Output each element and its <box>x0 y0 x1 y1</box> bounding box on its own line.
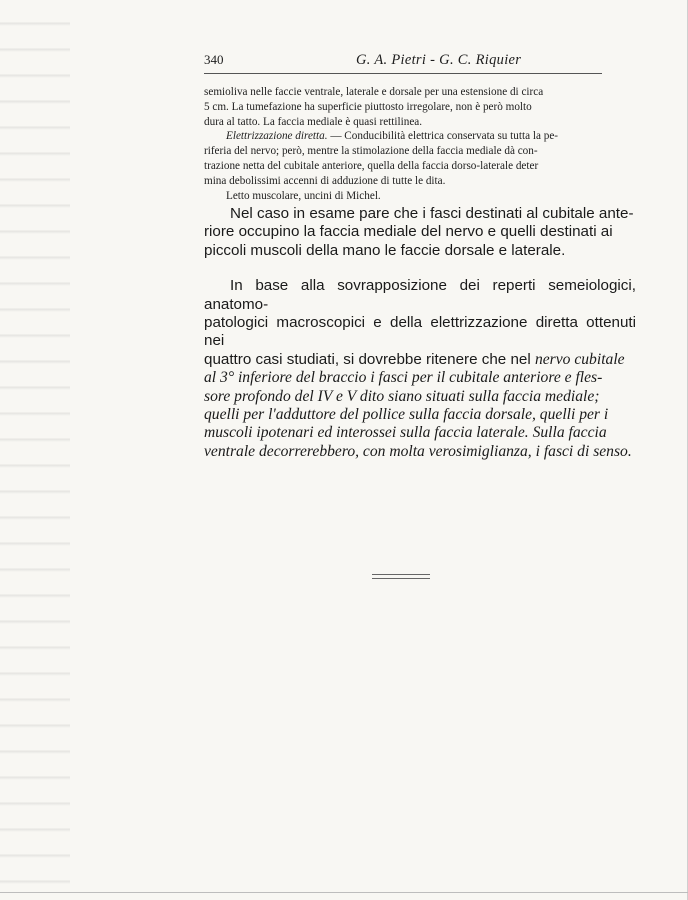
text-line: riore occupino la faccia mediale del nervo e quelli destinati ai <box>204 223 613 241</box>
italic-line: sore profondo del IV e V dito siano situati sulla faccia mediale; <box>204 387 600 405</box>
section-end-rule <box>372 574 430 575</box>
paragraph-elettrizzazione <box>204 129 636 188</box>
paragraph-caso-in-esame <box>204 205 636 260</box>
text-line: patologici macroscopici e della elettrizzazione diretta ottenuti nei <box>204 314 636 350</box>
text-line: quattro casi studiati, si dovrebbe ritenere che nel <box>204 350 535 368</box>
text-line: — Conducibilità elettrica conservata su tutta la pe- <box>327 130 559 143</box>
case-report-notes <box>204 85 636 203</box>
subheading-elettrizzazione: Elettrizzazione diretta. <box>226 130 328 143</box>
text-line: trazione netta del cubitale anteriore, quella della faccia dorso-laterale deter <box>204 159 539 172</box>
text-line: 5 cm. La tumefazione ha superficie piuttosto irregolare, non è però molto <box>204 100 532 113</box>
italic-line: muscoli ipotenari ed interossei sulla faccia laterale. Sulla faccia <box>204 424 607 442</box>
scanned-margin-bleed <box>0 0 70 900</box>
text-line: In base alla sovrapposizione dei reperti semeiologici, anatomo- <box>204 277 636 313</box>
paragraph-letto-muscolare: Letto muscolare, uncini di Michel. <box>226 189 381 202</box>
section-end-rule <box>372 578 430 579</box>
italic-line: quelli per l'adduttore del pollice sulla faccia dorsale, quelli per i <box>204 406 609 424</box>
paragraph-conclusione <box>204 277 636 461</box>
text-line: semioliva nelle faccie ventrale, laterale e dorsale per una estensione di circa <box>204 86 544 98</box>
page-bottom-edge <box>0 892 688 893</box>
text-line: riferia del nervo; però, mentre la stimolazione della faccia mediale dà con- <box>204 145 538 158</box>
text-line: piccoli muscoli della mano le faccie dorsale e laterale. <box>204 241 566 259</box>
running-head-authors: G. A. Pietri - G. C. Riquier <box>356 52 522 68</box>
header-rule <box>204 73 602 74</box>
paragraph-tumefazione <box>204 85 636 129</box>
text-line: mina debolissimi accenni di adduzione di tutte le dita. <box>204 174 446 187</box>
italic-line: ventrale decorrerebbero, con molta verosimiglianza, i fasci di senso. <box>204 442 632 460</box>
page-number: 340 <box>204 52 224 67</box>
discussion-text <box>204 205 636 478</box>
italic-line: al 3° inferiore del braccio i fasci per il cubitale anteriore e fles- <box>204 369 603 387</box>
running-header <box>204 52 604 72</box>
italic-term: nervo cubitale <box>534 350 625 368</box>
text-line: dura al tatto. La faccia mediale è quasi rettilinea. <box>204 115 423 128</box>
text-line: Nel caso in esame pare che i fasci destinati al cubitale ante- <box>230 205 634 222</box>
